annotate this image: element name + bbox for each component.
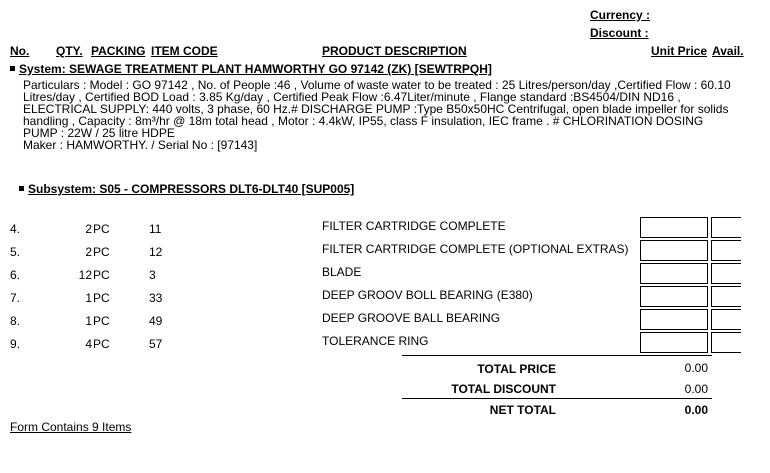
system-heading	[10, 62, 492, 76]
particulars-line: PUMP : 22W / 25 litre HDPE	[23, 126, 175, 141]
net-total-divider	[402, 398, 712, 399]
item-no: 4.	[10, 222, 21, 236]
totals-divider	[402, 355, 712, 356]
avail-input[interactable]	[711, 309, 741, 330]
particulars-line: Particulars : Model : GO 97142 , No. of People :46 , Volume of waste water to be treated : 25 Litres/person/day ,Certified Flow : 60.10	[23, 78, 731, 92]
item-qty: 12	[78, 268, 92, 282]
item-description: TOLERANCE RING	[322, 334, 429, 348]
net-total-value: 0.00	[684, 403, 708, 417]
discount-label: Discount :	[590, 26, 649, 40]
total-discount-value: 0.00	[684, 382, 708, 396]
item-no: 5.	[10, 245, 21, 259]
particulars-line: handling , Capacity : 8m³/hr @ 18m total head , Motor : 4.4kW, IP55, class F insulation, IEC frame . # CHLORINATION DOSING	[23, 114, 704, 129]
item-description: DEEP GROOVE BALL BEARING	[322, 311, 501, 325]
item-no: 9.	[10, 337, 21, 351]
particulars-line: Maker : HAMWORTHY. / Serial No : [97143]	[23, 138, 258, 153]
avail-input[interactable]	[711, 263, 741, 284]
col-avail: Avail.	[712, 44, 744, 58]
avail-input[interactable]	[711, 240, 741, 261]
item-packing: PC	[93, 222, 110, 236]
item-packing: PC	[93, 314, 110, 328]
item-no: 6.	[10, 268, 21, 282]
subsystem-heading	[19, 182, 354, 196]
item-packing: PC	[93, 337, 110, 351]
item-code: 12	[149, 245, 163, 259]
unit-price-input[interactable]	[640, 309, 708, 330]
avail-input[interactable]	[711, 217, 741, 238]
subsystem-title: Subsystem: S05 - COMPRESSORS DLT6-DLT40 [SUP005]	[28, 182, 355, 196]
avail-input[interactable]	[711, 332, 741, 353]
net-total-label: NET TOTAL	[489, 403, 556, 417]
unit-price-input[interactable]	[640, 217, 708, 238]
item-qty: 2	[85, 222, 92, 236]
currency-label: Currency :	[590, 8, 651, 22]
item-qty: 1	[85, 291, 92, 305]
item-description: DEEP GROOV BOLL BEARING (E380)	[322, 288, 533, 302]
avail-input[interactable]	[711, 286, 741, 307]
particulars-line: ELECTRICAL SUPPLY: 440 volts, 3 phase, 60 Hz.# DISCHARGE PUMP :Type B50x50HC Centrifugal, open blade impeller for solids	[23, 102, 729, 117]
col-no: No.	[10, 44, 30, 58]
item-description: FILTER CARTRIDGE COMPLETE (OPTIONAL EXTRAS)	[322, 242, 629, 256]
total-discount-label: TOTAL DISCOUNT	[451, 382, 556, 396]
item-qty: 1	[85, 314, 92, 328]
item-packing: PC	[93, 245, 110, 259]
item-qty: 2	[85, 245, 92, 259]
item-packing: PC	[93, 268, 110, 282]
item-code: 11	[149, 222, 162, 236]
item-code: 57	[149, 337, 163, 351]
unit-price-input[interactable]	[640, 240, 708, 261]
item-description: BLADE	[322, 265, 362, 279]
item-qty: 4	[85, 337, 92, 351]
form-item-count: Form Contains 9 Items	[10, 420, 132, 434]
col-qty: QTY.	[56, 44, 83, 58]
col-item-code: ITEM CODE	[151, 44, 218, 58]
bullet-icon	[10, 66, 15, 71]
item-code: 3	[149, 268, 156, 282]
unit-price-input[interactable]	[640, 332, 708, 353]
unit-price-input[interactable]	[640, 263, 708, 284]
unit-price-input[interactable]	[640, 286, 708, 307]
total-price-label: TOTAL PRICE	[477, 362, 556, 376]
bullet-icon	[19, 186, 24, 191]
system-particulars	[23, 79, 753, 152]
system-title: System: SEWAGE TREATMENT PLANT HAMWORTHY GO 97142 (ZK) [SEWTRPQH]	[19, 62, 492, 76]
item-no: 7.	[10, 291, 21, 305]
item-code: 49	[149, 314, 163, 328]
item-code: 33	[149, 291, 163, 305]
item-no: 8.	[10, 314, 21, 328]
col-packing: PACKING	[91, 44, 146, 58]
col-unit-price: Unit Price	[651, 44, 708, 58]
item-packing: PC	[93, 291, 110, 305]
particulars-line: Litres/day , Certified BOD Load : 3.85 Kg/day , Certified Peak Flow :6.47Liter/minute , Flange standard :BS4504/DIN ND16 ,	[23, 90, 681, 105]
item-description: FILTER CARTRIDGE COMPLETE	[322, 219, 506, 233]
total-price-value: 0.00	[684, 361, 708, 375]
col-product-description: PRODUCT DESCRIPTION	[322, 44, 467, 58]
